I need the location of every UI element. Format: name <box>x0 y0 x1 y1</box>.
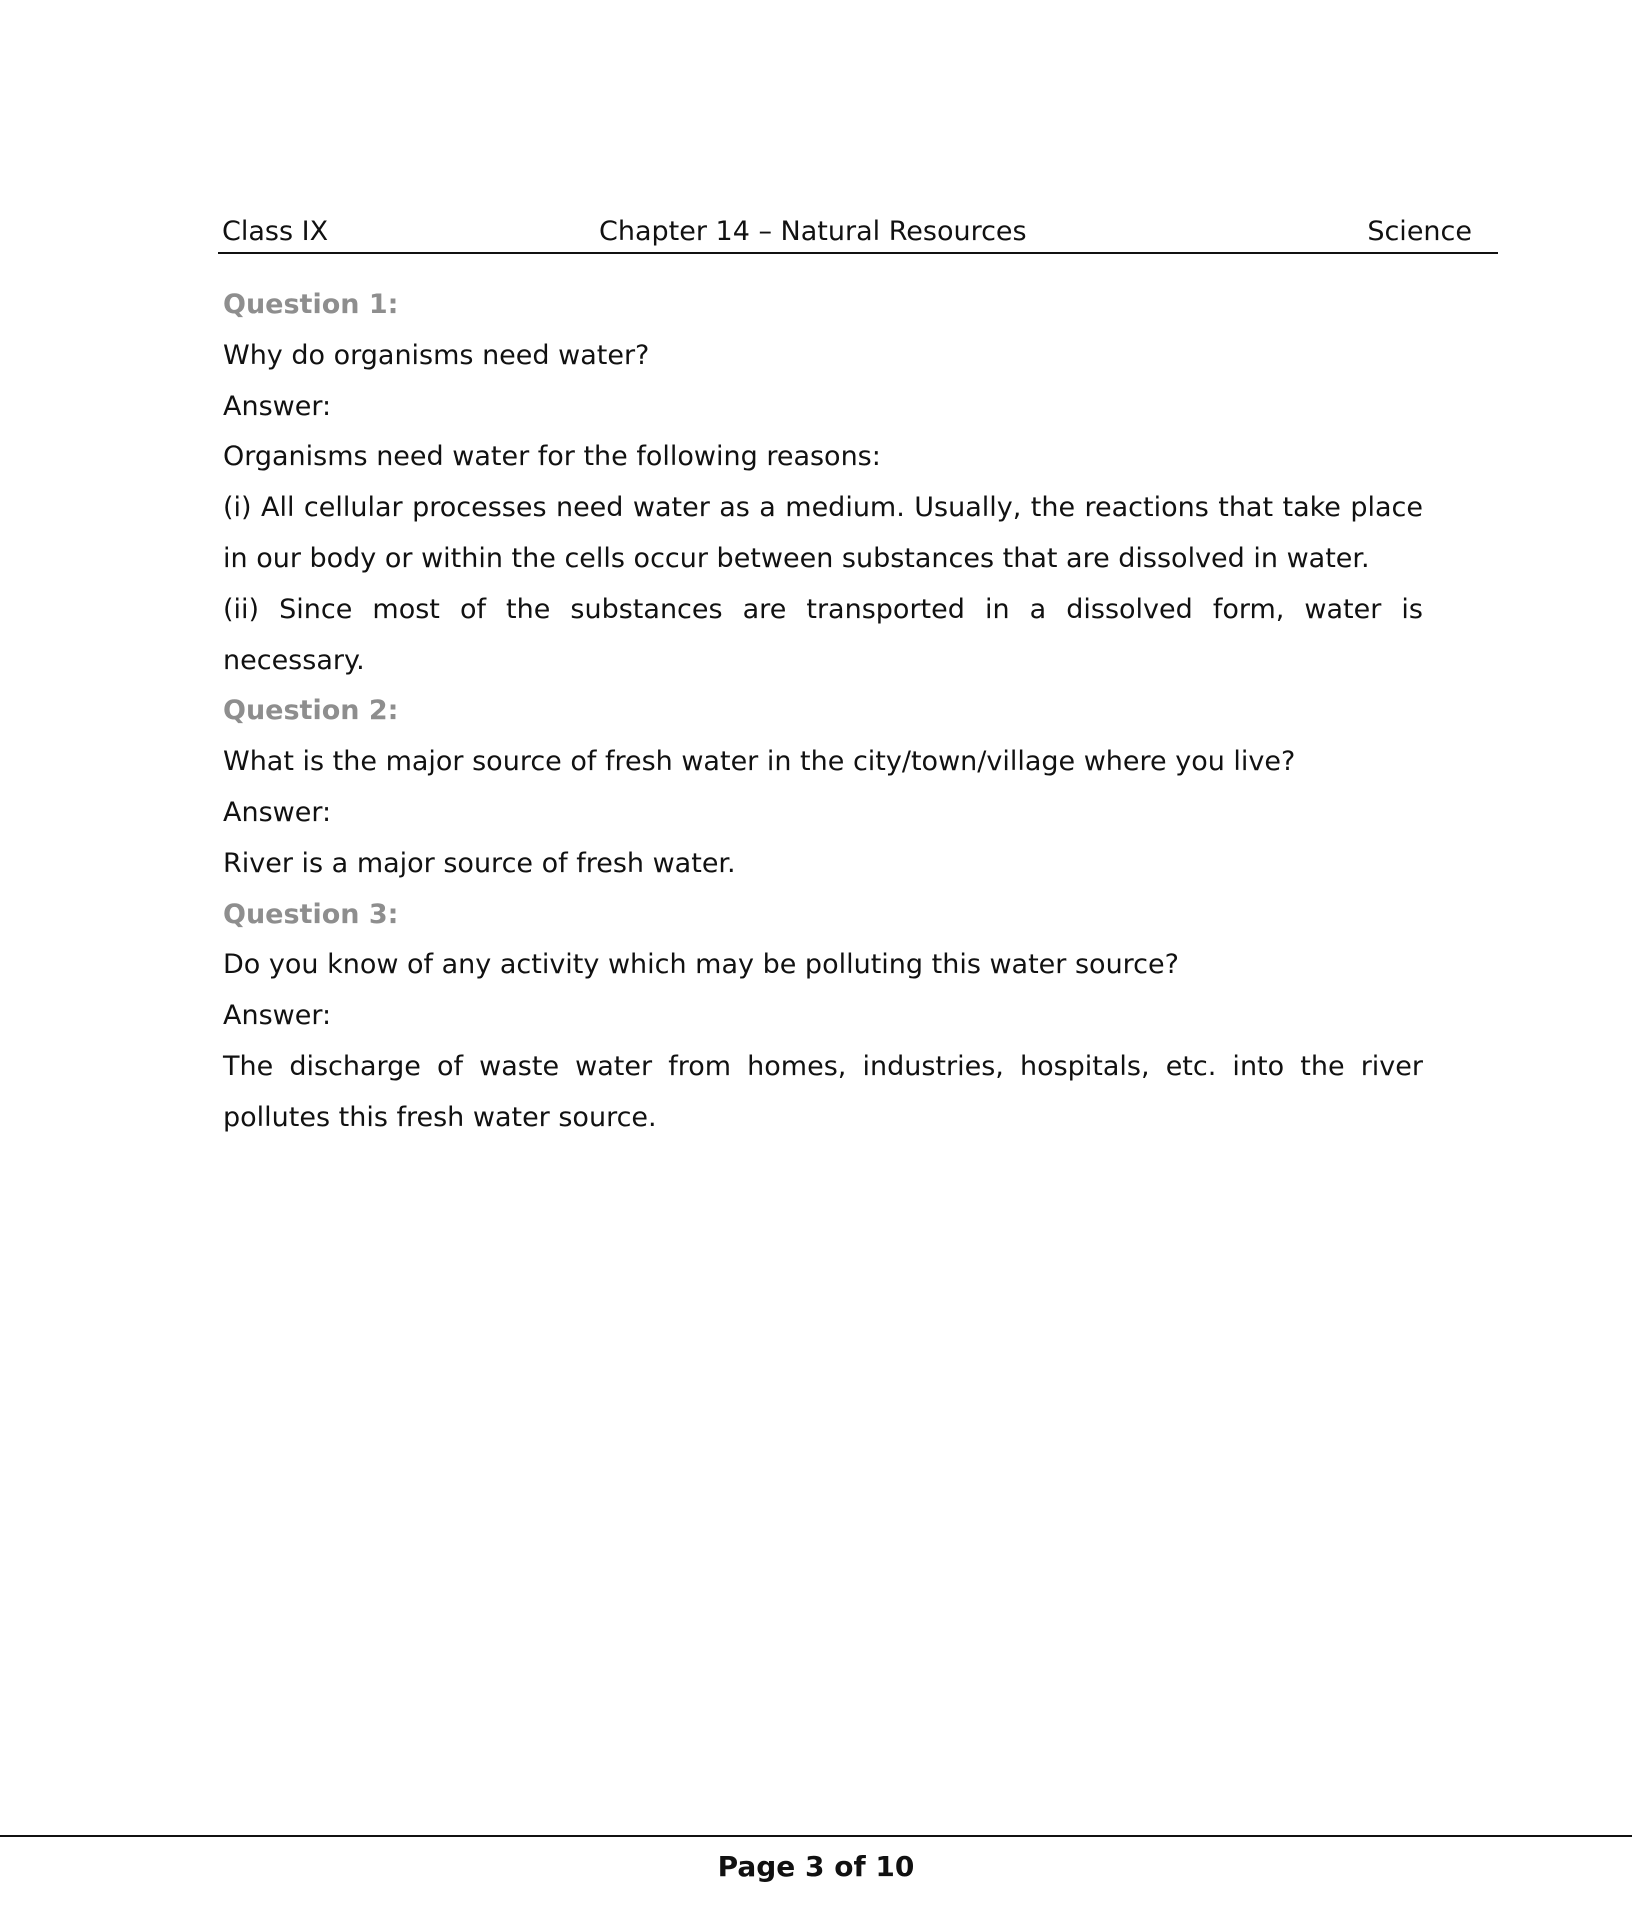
footer-divider <box>0 1835 1632 1837</box>
question-text: What is the major source of fresh water in the city/town/village where you live? <box>223 746 1296 778</box>
header-class: Class IX <box>222 216 329 247</box>
answer-paragraph: (i) All cellular processes need water as a medium. Usually, the reactions that take place in our body or within the cells occur between substances that are dissolved in water. <box>223 492 1423 574</box>
page-header <box>218 210 1498 254</box>
answer-paragraph: The discharge of waste water from homes, industries, hospitals, etc. into the river pollutes this fresh water source. <box>223 1050 1423 1133</box>
question-title: Question 3: <box>223 898 399 930</box>
answer-label: Answer: <box>223 796 332 828</box>
answer-paragraph: River is a major source of fresh water. <box>223 847 736 879</box>
question-title: Question 2: <box>223 695 399 727</box>
qa-content <box>223 280 1423 1144</box>
page-number: Page 3 of 10 <box>717 1850 915 1883</box>
answer-paragraph: Organisms need water for the following reasons: <box>223 441 881 473</box>
header-chapter: Chapter 14 – Natural Resources <box>599 216 1027 247</box>
answer-label: Answer: <box>223 390 332 422</box>
question-text: Why do organisms need water? <box>223 339 650 371</box>
header-subject: Science <box>1367 216 1472 247</box>
answer-paragraph: (ii) Since most of the substances are transported in a dissolved form, water is necessary. <box>223 593 1423 676</box>
answer-label: Answer: <box>223 1000 332 1032</box>
question-title: Question 1: <box>223 289 399 320</box>
question-text: Do you know of any activity which may be polluting this water source? <box>223 949 1179 981</box>
